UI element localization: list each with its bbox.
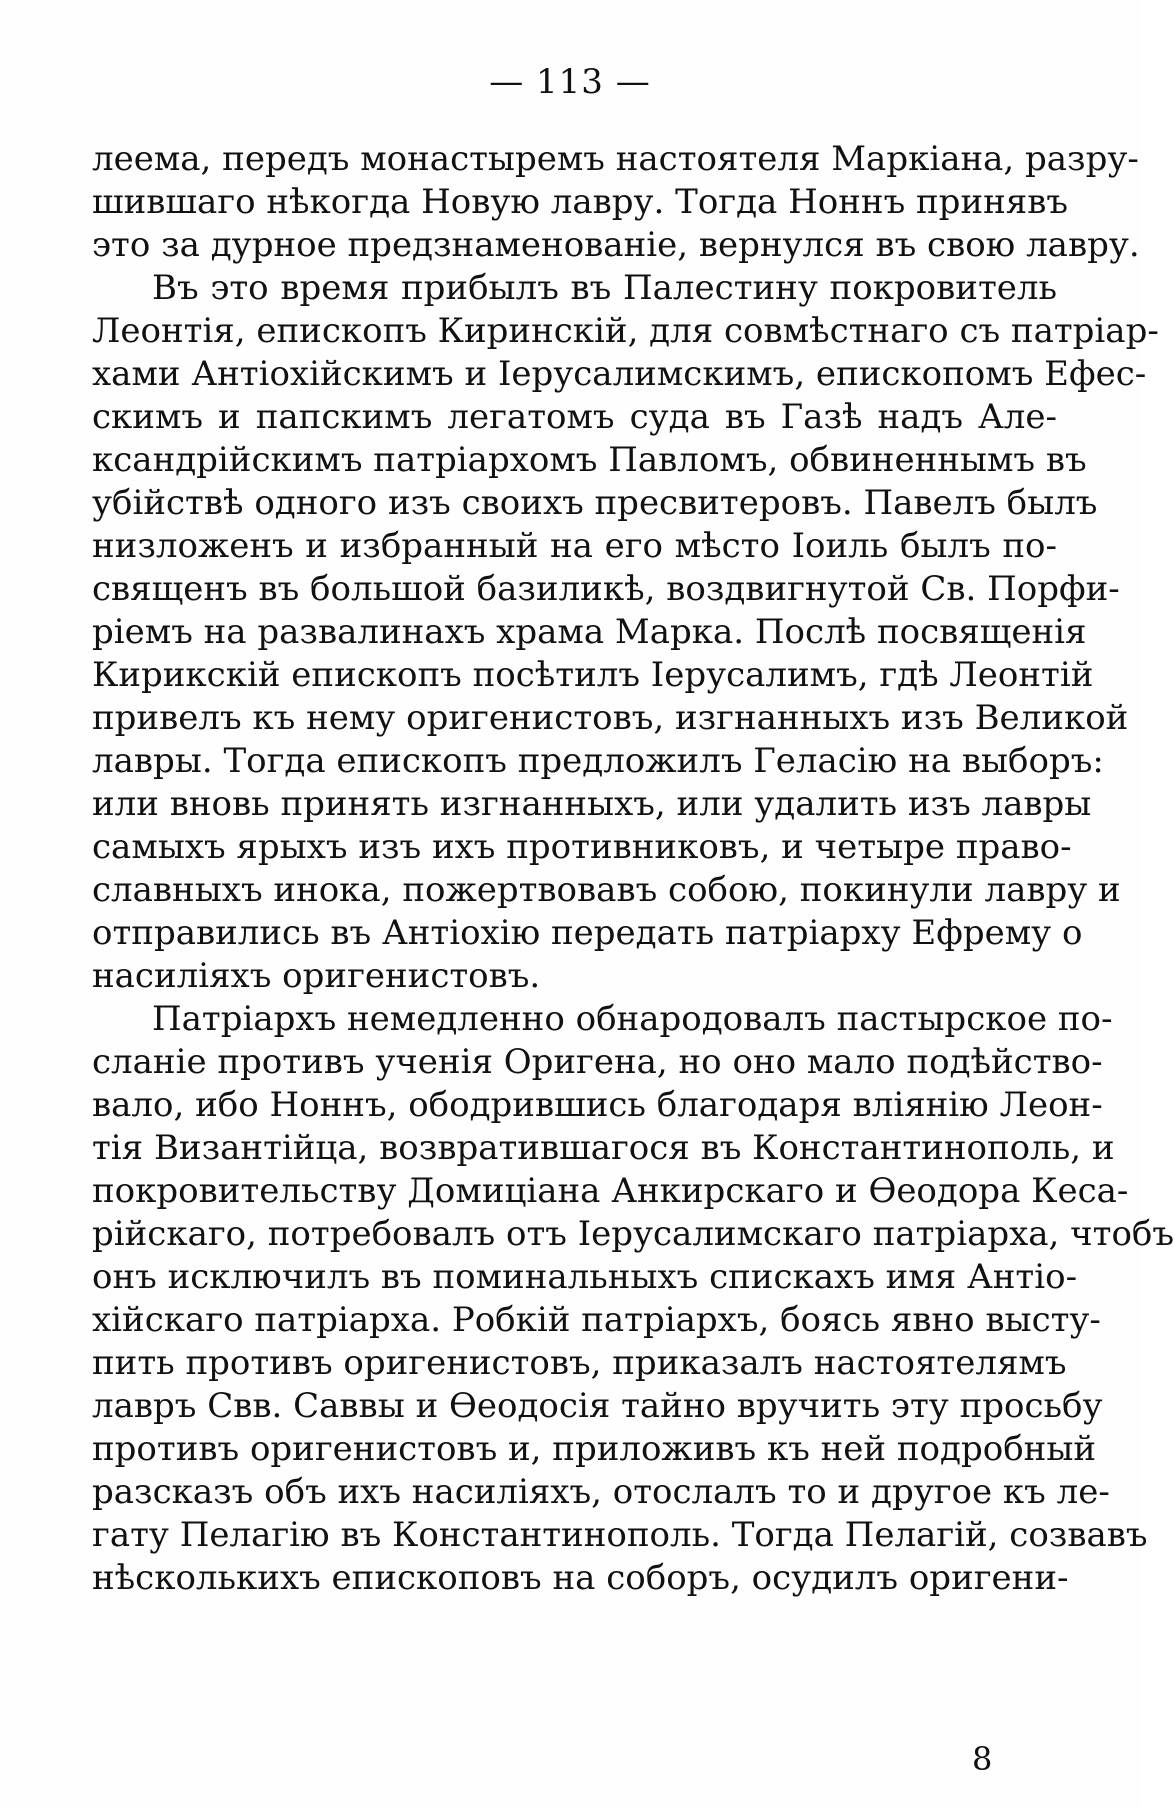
text-line: хами Антіохійскимъ и Іерусалимскимъ, епископомъ Ефес-	[92, 354, 1147, 394]
paragraph	[92, 267, 1159, 998]
text-line: противъ оригенистовъ и, приложивъ къ ней подробный	[92, 1429, 1097, 1469]
text-line: священъ въ большой базиликѣ, воздвигнутой Св. Порфи-	[92, 569, 1120, 609]
body-text	[92, 138, 1174, 1600]
text-line: рійскаго, потребовалъ отъ Іерусалимскаго патріарха, чтобъ	[92, 1214, 1174, 1254]
paragraph	[92, 138, 1140, 267]
text-line: Патріархъ немедленно обнародовалъ пастырское по-	[152, 999, 1113, 1039]
text-line: пить противъ оригенистовъ, приказалъ настоятелямъ	[92, 1343, 1067, 1383]
text-line: низложенъ и избранный на его мѣсто Іоиль былъ по-	[92, 526, 1057, 566]
printer-signature-mark: 8	[972, 1740, 993, 1778]
page-number-header: — 113 —	[489, 62, 651, 102]
paragraph	[92, 998, 1174, 1600]
text-line: сланіе противъ ученія Оригена, но оно мало подѣйство-	[92, 1042, 1103, 1082]
text-line: или вновь принять изгнанныхъ, или удалить изъ лавры	[92, 784, 1092, 824]
text-line: отправились въ Антіохію передать патріарху Ефрему о	[92, 913, 1083, 953]
text-line: насиліяхъ оригенистовъ.	[92, 956, 541, 996]
text-line: ксандрійскимъ патріархомъ Павломъ, обвиненнымъ въ	[92, 440, 1087, 480]
text-line: хійскаго патріарха. Робкій патріархъ, боясь явно высту-	[92, 1300, 1101, 1340]
text-line: скимъ и папскимъ легатомъ суда въ Газѣ надъ Але-	[92, 397, 1057, 437]
text-line: самыхъ ярыхъ изъ ихъ противниковъ, и четыре право-	[92, 827, 1072, 867]
text-line: Въ это время прибылъ въ Палестину покровитель	[152, 268, 1057, 308]
text-line: это за дурное предзнаменованіе, вернулся въ свою лавру.	[92, 225, 1140, 265]
text-line: шившаго нѣкогда Новую лавру. Тогда Ноннъ принявъ	[92, 182, 1068, 222]
text-line: тія Византійца, возвратившагося въ Константинополь, и	[92, 1128, 1115, 1168]
text-line: онъ исключилъ въ поминальныхъ спискахъ имя Антіо-	[92, 1257, 1078, 1297]
text-line: Леонтія, епископъ Киринскій, для совмѣстнаго съ патріар-	[92, 311, 1159, 351]
text-line: славныхъ инока, пожертвовавъ собою, покинули лавру и	[92, 870, 1121, 910]
text-line: привелъ къ нему оригенистовъ, изгнанныхъ изъ Великой	[92, 698, 1129, 738]
text-line: Кирикскій епископъ посѣтилъ Іерусалимъ, гдѣ Леонтій	[92, 655, 1094, 695]
text-line: гату Пелагію въ Константинополь. Тогда Пелагій, созвавъ	[92, 1515, 1148, 1555]
text-line: убійствѣ одного изъ своихъ пресвитеровъ. Павелъ былъ	[92, 483, 1098, 523]
text-line: лавръ Свв. Саввы и Өеодосія тайно вручить эту просьбу	[92, 1386, 1103, 1426]
text-line: ріемъ на развалинахъ храма Марка. Послѣ посвященія	[92, 612, 1087, 652]
text-line: разсказъ объ ихъ насиліяхъ, отослалъ то и другое къ ле-	[92, 1472, 1110, 1512]
text-line: нѣсколькихъ епископовъ на соборъ, осудилъ оригени-	[92, 1558, 1069, 1598]
text-line: вало, ибо Ноннъ, ободрившись благодаря вліянію Леон-	[92, 1085, 1103, 1125]
text-line: леема, передъ монастыремъ настоятеля Маркіана, разру-	[92, 139, 1139, 179]
text-line: лавры. Тогда епископъ предложилъ Геласію на выборъ:	[92, 741, 1104, 781]
text-line: покровительству Домиціана Анкирскаго и Өеодора Кеса-	[92, 1171, 1129, 1211]
